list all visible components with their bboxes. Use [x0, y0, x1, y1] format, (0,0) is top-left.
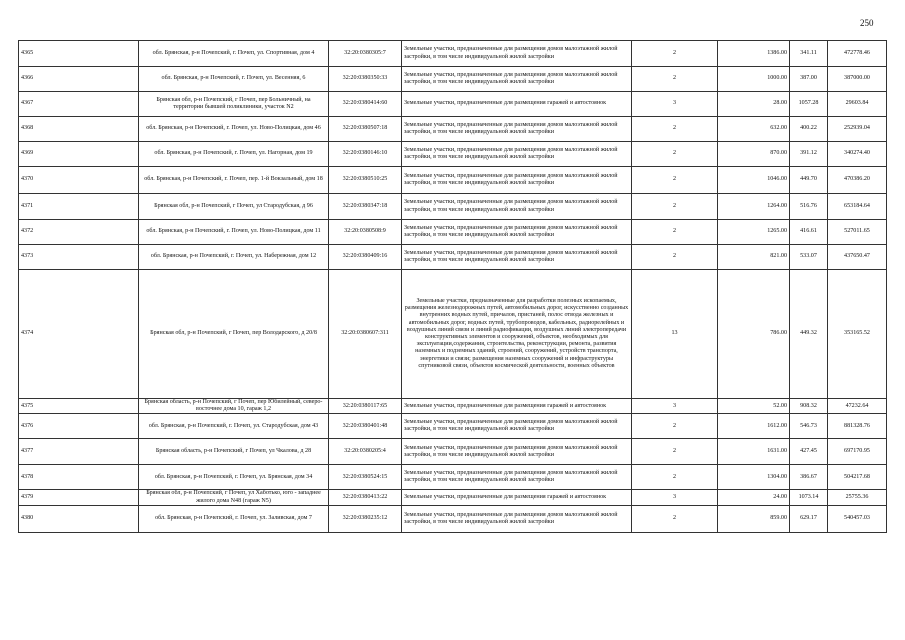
row-area: 632.00: [718, 117, 790, 142]
row-address: обл. Брянская, р-н Почепский, г. Почеп, ул. Стародубская, дом 43: [139, 414, 329, 439]
row-address: обл. Брянская, р-н Почепский, г. Почеп, ул. Спортивная, дом 4: [139, 41, 329, 67]
row-cadastral-number: 32:20:0380146:10: [329, 142, 402, 167]
row-cadastral-value: 387000.00: [828, 67, 887, 92]
row-category: 3: [632, 92, 718, 117]
row-area: 1046.00: [718, 167, 790, 194]
row-cadastral-number: 32:20:0380235:12: [329, 505, 402, 532]
row-cadastral-value: 353165.52: [828, 270, 887, 399]
row-address: обл. Брянская, р-н Почепский, г. Почеп, ул. Нагорная, дом 19: [139, 142, 329, 167]
row-category: 13: [632, 270, 718, 399]
row-category: 2: [632, 505, 718, 532]
table-row: [19, 92, 887, 117]
row-category: 3: [632, 399, 718, 414]
row-rate: 386.67: [790, 465, 828, 490]
row-cadastral-value: 470386.20: [828, 167, 887, 194]
row-cadastral-value: 881328.76: [828, 414, 887, 439]
table-row: [19, 505, 887, 532]
row-area: 821.00: [718, 245, 790, 270]
row-cadastral-value: 47232.64: [828, 399, 887, 414]
row-category: 2: [632, 220, 718, 245]
row-land-use: Земельные участки, предназначенные для размещения домов малоэтажной жилой застройки, в том числе индивидуальной жилой застройки: [402, 194, 632, 220]
row-area: 1631.00: [718, 439, 790, 465]
row-area: 28.00: [718, 92, 790, 117]
row-number: 4366: [19, 67, 139, 92]
row-number: 4378: [19, 465, 139, 490]
table-row: [19, 439, 887, 465]
row-rate: 400.22: [790, 117, 828, 142]
row-cadastral-value: 25755.36: [828, 490, 887, 505]
row-land-use: Земельные участки, предназначенные для размещения домов малоэтажной жилой застройки, в том числе индивидуальной жилой застройки: [402, 505, 632, 532]
row-rate: 533.07: [790, 245, 828, 270]
row-cadastral-number: 32:20:0380508:9: [329, 220, 402, 245]
row-land-use: Земельные участки, предназначенные для размещения домов малоэтажной жилой застройки, в том числе индивидуальной жилой застройки: [402, 167, 632, 194]
row-rate: 908.32: [790, 399, 828, 414]
row-rate: 1073.14: [790, 490, 828, 505]
row-rate: 546.73: [790, 414, 828, 439]
table-row: [19, 465, 887, 490]
row-number: 4370: [19, 167, 139, 194]
row-cadastral-number: 32:20:0380414:60: [329, 92, 402, 117]
row-area: 52.00: [718, 399, 790, 414]
row-cadastral-value: 527011.65: [828, 220, 887, 245]
row-address: Брянская область, р-н Почепский, г Почеп, пер Юбилейный, северо-восточнее дома 10, гараж 1,2: [139, 399, 329, 414]
table-row: [19, 245, 887, 270]
row-area: 1612.00: [718, 414, 790, 439]
row-rate: 341.11: [790, 41, 828, 67]
page-number: 250: [860, 18, 874, 28]
row-number: 4377: [19, 439, 139, 465]
table-row: [19, 270, 887, 399]
row-cadastral-number: 32:20:0380507:18: [329, 117, 402, 142]
row-area: 1000.00: [718, 67, 790, 92]
row-address: обл. Брянская, р-н Почепский, г. Почеп, ул. Ново-Полицкая, дом 11: [139, 220, 329, 245]
row-category: 2: [632, 167, 718, 194]
row-cadastral-number: 32:20:0380350:33: [329, 67, 402, 92]
row-rate: 391.12: [790, 142, 828, 167]
table-body: [19, 41, 887, 533]
row-number: 4375: [19, 399, 139, 414]
row-number: 4365: [19, 41, 139, 67]
table-row: [19, 67, 887, 92]
row-address: обл. Брянская, р-н Почепский, г. Почеп, ул. Набережная, дом 12: [139, 245, 329, 270]
row-rate: 1057.28: [790, 92, 828, 117]
row-cadastral-value: 29603.84: [828, 92, 887, 117]
row-address: Брянская обл, р-н Почепский, г Почеп, пер Больничный, на территории бывшей поликлиники, участок N2: [139, 92, 329, 117]
row-address: обл. Брянская, р-н Почепский, г. Почеп, пер. 1-й Вокзальный, дом 18: [139, 167, 329, 194]
row-cadastral-number: 32:20:0380401:48: [329, 414, 402, 439]
row-rate: 427.45: [790, 439, 828, 465]
row-area: 870.00: [718, 142, 790, 167]
row-rate: 629.17: [790, 505, 828, 532]
row-category: 2: [632, 439, 718, 465]
row-address: обл. Брянская, р-н Почепский, г. Почеп, ул. Брянская, дом 34: [139, 465, 329, 490]
row-cadastral-number: 32:20:0380510:25: [329, 167, 402, 194]
row-category: 2: [632, 117, 718, 142]
row-cadastral-number: 32:20:0380117:65: [329, 399, 402, 414]
row-category: 2: [632, 41, 718, 67]
row-number: 4367: [19, 92, 139, 117]
table-row: [19, 142, 887, 167]
row-land-use: Земельные участки, предназначенные для размещения домов малоэтажной жилой застройки, в том числе индивидуальной жилой застройки: [402, 245, 632, 270]
row-cadastral-number: 32:20:0380413:22: [329, 490, 402, 505]
row-rate: 449.32: [790, 270, 828, 399]
row-area: 1265.00: [718, 220, 790, 245]
row-cadastral-value: 437650.47: [828, 245, 887, 270]
row-land-use: Земельные участки, предназначенные для размещения домов малоэтажной жилой застройки, в том числе индивидуальной жилой застройки: [402, 41, 632, 67]
table-row: [19, 41, 887, 67]
table-row: [19, 167, 887, 194]
row-area: 24.00: [718, 490, 790, 505]
table-row: [19, 414, 887, 439]
row-category: 2: [632, 414, 718, 439]
row-number: 4379: [19, 490, 139, 505]
row-number: 4380: [19, 505, 139, 532]
row-cadastral-value: 252939.04: [828, 117, 887, 142]
row-land-use: Земельные участки, предназначенные для размещения домов малоэтажной жилой застройки, в том числе индивидуальной жилой застройки: [402, 465, 632, 490]
row-address: Брянская обл, р-н Почепский, г Почеп, ул Хаботько, юго - западнее жилого дома N48 (гараж N5): [139, 490, 329, 505]
row-land-use: Земельные участки, предназначенные для размещения домов малоэтажной жилой застройки, в том числе индивидуальной жилой застройки: [402, 220, 632, 245]
table-row: [19, 490, 887, 505]
row-cadastral-value: 653184.64: [828, 194, 887, 220]
row-number: 4368: [19, 117, 139, 142]
row-category: 2: [632, 465, 718, 490]
row-number: 4376: [19, 414, 139, 439]
row-cadastral-value: 697170.95: [828, 439, 887, 465]
row-number: 4374: [19, 270, 139, 399]
table-row: [19, 399, 887, 414]
row-address: Брянская обл, р-н Почепский, г Почеп, ул Стародубская, д 96: [139, 194, 329, 220]
row-cadastral-value: 340274.40: [828, 142, 887, 167]
row-land-use: Земельные участки, предназначенные для разработки полезных ископаемых, размещения железнодорожных путей, автомобильных дорог, искусственно созданных внутренних водных путей, причалов, пристаней, полос отвода железных и автомобильных дорог, водных путей, трубопроводов, кабельных, радиорелейных и воздушных линий связи и линий радиофикации, воздушных линий электропередачи конструктивных элементов и сооружений, объектов, необходимых для эксплуатации,содержания, строительства, реконструкции, ремонта, развития наземных и подземных зданий, строений, сооружений, устройств транспорта, энергетики и связи; размещения наземных сооружений и инфраструктуры спутниковой связи, объектов космической деятельности, военных объектов: [402, 270, 632, 399]
row-cadastral-number: 32:20:0380347:18: [329, 194, 402, 220]
row-rate: 516.76: [790, 194, 828, 220]
row-rate: 416.61: [790, 220, 828, 245]
row-number: 4373: [19, 245, 139, 270]
row-number: 4369: [19, 142, 139, 167]
row-category: 2: [632, 142, 718, 167]
row-category: 3: [632, 490, 718, 505]
row-address: обл. Брянская, р-н Почепский, г. Почеп, ул. Ново-Полицкая, дом 46: [139, 117, 329, 142]
table-row: [19, 220, 887, 245]
row-cadastral-value: 504217.68: [828, 465, 887, 490]
row-cadastral-number: 32:20:0380607:311: [329, 270, 402, 399]
row-area: 1264.00: [718, 194, 790, 220]
row-land-use: Земельные участки, предназначенные для размещения домов малоэтажной жилой застройки, в том числе индивидуальной жилой застройки: [402, 439, 632, 465]
row-land-use: Земельные участки, предназначенные для размещения гаражей и автостоянок: [402, 399, 632, 414]
row-area: 1386.00: [718, 41, 790, 67]
row-cadastral-value: 472778.46: [828, 41, 887, 67]
row-category: 2: [632, 245, 718, 270]
row-category: 2: [632, 67, 718, 92]
row-land-use: Земельные участки, предназначенные для размещения домов малоэтажной жилой застройки, в том числе индивидуальной жилой застройки: [402, 414, 632, 439]
row-rate: 387.00: [790, 67, 828, 92]
row-land-use: Земельные участки, предназначенные для размещения домов малоэтажной жилой застройки, в том числе индивидуальной жилой застройки: [402, 142, 632, 167]
row-rate: 449.70: [790, 167, 828, 194]
row-cadastral-number: 32:20:0380305:7: [329, 41, 402, 67]
row-land-use: Земельные участки, предназначенные для размещения гаражей и автостоянок: [402, 490, 632, 505]
row-number: 4371: [19, 194, 139, 220]
row-cadastral-value: 540457.03: [828, 505, 887, 532]
row-cadastral-number: 32:20:0380409:16: [329, 245, 402, 270]
row-cadastral-number: 32:20:0380524:15: [329, 465, 402, 490]
table-row: [19, 194, 887, 220]
row-address: Брянская обл, р-н Почепский, г Почеп, пер Володарского, д 20/8: [139, 270, 329, 399]
row-cadastral-number: 32:20:0380205:4: [329, 439, 402, 465]
row-address: Брянская область, р-н Почепский, г Почеп, ул Чкалова, д 28: [139, 439, 329, 465]
row-area: 1304.00: [718, 465, 790, 490]
row-address: обл. Брянская, р-н Почепский, г. Почеп, ул. Весенняя, 6: [139, 67, 329, 92]
row-address: обл. Брянская, р-н Почепский, г. Почеп, ул. Заливская, дом 7: [139, 505, 329, 532]
row-land-use: Земельные участки, предназначенные для размещения гаражей и автостоянок: [402, 92, 632, 117]
row-area: 859.00: [718, 505, 790, 532]
row-land-use: Земельные участки, предназначенные для размещения домов малоэтажной жилой застройки, в том числе индивидуальной жилой застройки: [402, 117, 632, 142]
table-row: [19, 117, 887, 142]
row-area: 786.00: [718, 270, 790, 399]
row-category: 2: [632, 194, 718, 220]
cadastral-value-table: [18, 40, 887, 533]
row-number: 4372: [19, 220, 139, 245]
row-land-use: Земельные участки, предназначенные для размещения домов малоэтажной жилой застройки, в том числе индивидуальной жилой застройки: [402, 67, 632, 92]
